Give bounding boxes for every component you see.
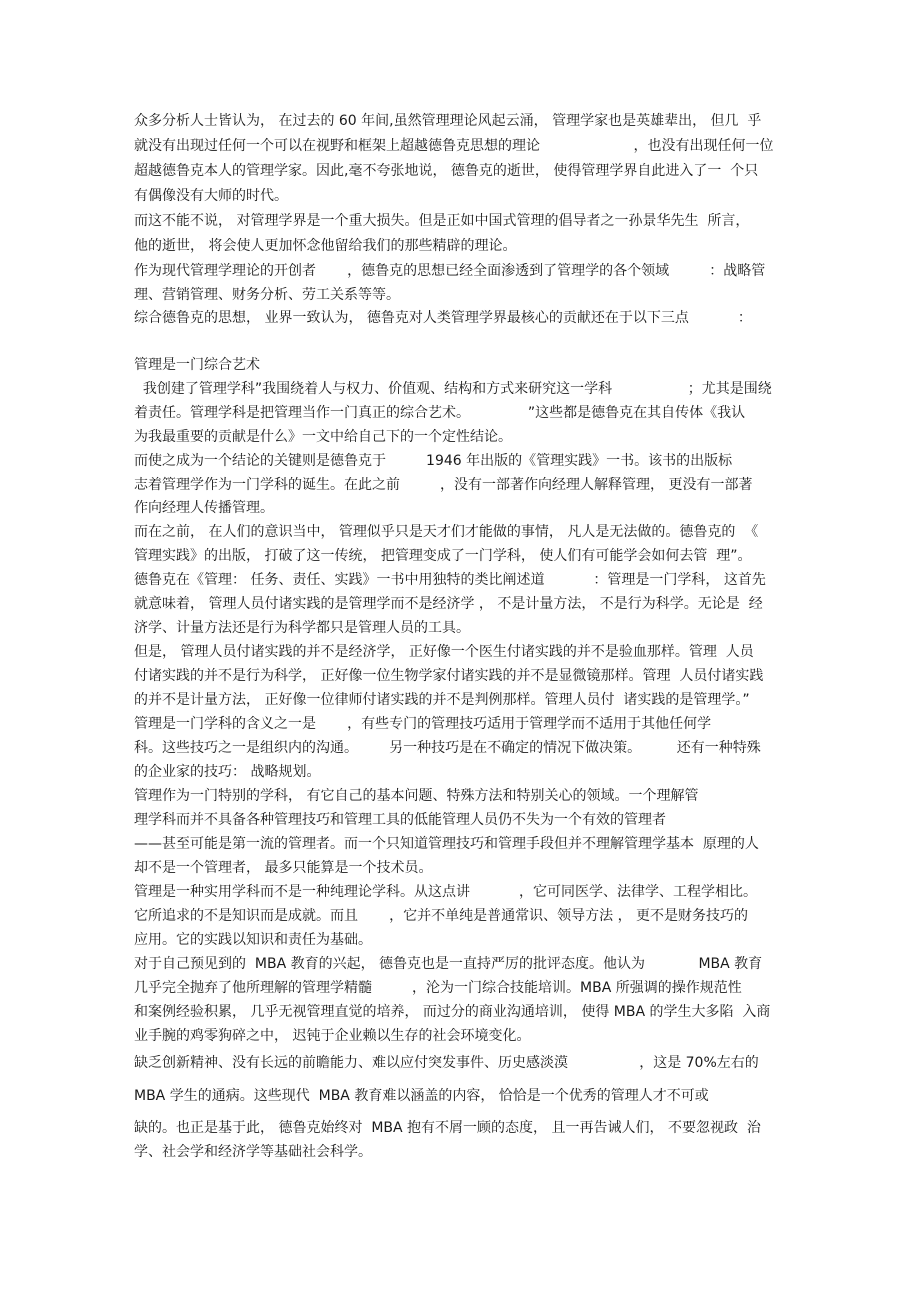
paragraph-line: 综合德鲁克的思想， 业界一致认为， 德鲁克对人类管理学界最核心的贡献还在于以下三点 ： xyxy=(134,310,752,326)
paragraph-line: 为我最重要的贡献是什么》一文中给自己下的一个定性结论。 xyxy=(134,429,512,445)
paragraph-line: 管理是一门学科的含义之一是 ，有些专门的管理技巧适用于管理学而不适用于其他任何学 xyxy=(134,716,712,732)
paragraph-line: 志着管理学作为一门学科的诞生。在此之前 ，没有一部著作向经理人解释管理， 更没有一部著 xyxy=(134,477,753,493)
paragraph-line: 作向经理人传播管理。 xyxy=(134,500,274,516)
paragraph-line: 和案例经验积累， 几乎无视管理直觉的培养， 而过分的商业沟通培训， 使得 MBA 的学生大多陷 入商 xyxy=(134,1004,771,1020)
paragraph-line: 而在之前， 在人们的意识当中， 管理似乎只是天才们才能做的事情， 凡人是无法做的。德鲁克的 《 xyxy=(134,524,759,540)
paragraph-line: 的企业家的技巧： 战略规划。 xyxy=(134,764,321,780)
paragraph-line: 作为现代管理学理论的开创者 ，德鲁克的思想已经全面渗透到了管理学的各个领域 ：战略管 xyxy=(134,263,766,279)
paragraph-line: 理学科而并不具备各种管理技巧和管理工具的低能管理人员仍不失为一个有效的管理者 xyxy=(134,812,666,828)
paragraph-line: 而这不能不说， 对管理学界是一个重大损失。但是正如中国式管理的倡导者之一孙景华先生 所言， xyxy=(134,213,750,229)
paragraph-line: 却不是一个管理者， 最多只能算是一个技术员。 xyxy=(134,860,433,876)
paragraph-line: 他的逝世， 将会使人更加怀念他留给我们的那些精辟的理论。 xyxy=(134,238,517,254)
paragraph-line: 几乎完全抛弃了他所理解的管理学精髓 ，沦为一门综合技能培训。MBA 所强调的操作规范性 xyxy=(134,980,742,996)
paragraph-line: 着责任。管理学科是把管理当作一门真正的综合艺术。 ”这些都是德鲁克在其自传体《我认 xyxy=(134,405,746,421)
paragraph-line: 学、社会学和经济学等基础社会科学。 xyxy=(134,1144,372,1160)
paragraph-line: 管理作为一门特别的学科， 有它自己的基本问题、特殊方法和特别关心的领域。一个理解管 xyxy=(134,788,699,804)
paragraph-line: 缺乏创新精神、没有长远的前瞻能力、难以应付突发事件、历史感淡漠 ，这是 70%左右的 xyxy=(134,1055,759,1071)
paragraph-line: 应用。它的实践以知识和责任为基础。 xyxy=(134,932,372,948)
paragraph-line: 管理是一种实用学科而不是一种纯理论学科。从这点讲 ，它可同医学、法律学、工程学相比。 xyxy=(134,884,757,900)
paragraph-line: 就意味着， 管理人员付诸实践的是管理学而不是经济学 ， 不是计量方法， 不是行为科学。无论是 经 xyxy=(134,596,763,612)
paragraph-line: 对于自己预见到的 MBA 教育的兴起， 德鲁克也是一直持严厉的批评态度。他认为 MBA 教育 xyxy=(134,956,763,972)
paragraph-line: 济学、计量方法还是行为科学都只是管理人员的工具。 xyxy=(134,620,470,636)
section-heading: 管理是一门综合艺术 xyxy=(134,357,260,373)
paragraph-line: 而使之成为一个结论的关键则是德鲁克于 1946 年出版的《管理实践》一书。该书的出版标 xyxy=(134,453,733,469)
paragraph-line: 理、营销管理、财务分析、劳工关系等等。 xyxy=(134,287,400,303)
paragraph-line: 众多分析人士皆认为， 在过去的 60 年间,虽然管理理论风起云涌， 管理学家也是英雄辈出， 但几 乎 xyxy=(134,113,762,129)
paragraph-line: 就没有出现过任何一个可以在视野和框架上超越德鲁克思想的理论 ，也没有出现任何一位 xyxy=(134,138,774,154)
paragraph-line: 缺的。也正是基于此， 德鲁克始终对 MBA 抱有不屑一顾的态度， 且一再告诫人们， 不要忽视政 治 xyxy=(134,1120,761,1136)
paragraph-line: MBA 学生的通病。这些现代 MBA 教育难以涵盖的内容， 恰恰是一个优秀的管理人才不可或 xyxy=(134,1088,709,1104)
paragraph-line: ——甚至可能是第一流的管理者。而一个只知道管理技巧和管理手段但并不理解管理学基本 原理的人 xyxy=(134,836,759,852)
paragraph-line: 付诸实践的并不是行为科学， 正好像一位生物学家付诸实践的并不是显微镜那样。管理 人员付诸实践 xyxy=(134,668,764,684)
paragraph-line: 它所追求的不是知识而是成就。而且 ，它并不单纯是普通常识、领导方法 ， 更不是财务技巧的 xyxy=(134,908,749,924)
paragraph-line: 管理实践》的出版， 打破了这一传统， 把管理变成了一门学科， 使人们有可能学会如何去管 理”。 xyxy=(134,548,752,564)
paragraph-line: 超越德鲁克本人的管理学家。因此,毫不夸张地说， 德鲁克的逝世， 使得管理学界自此进入了一 个只 xyxy=(134,163,759,179)
paragraph-line: 德鲁克在《管理： 任务、责任、实践》一书中用独特的类比阐述道 ：管理是一门学科， 这首先 xyxy=(134,572,766,588)
paragraph-line: 业手腕的鸡零狗碎之中， 迟钝于企业赖以生存的社会环境变化。 xyxy=(134,1028,531,1044)
paragraph-line: 的并不是计量方法， 正好像一位律师付诸实践的并不是判例那样。管理人员付 诸实践的是管理学。” xyxy=(134,692,750,708)
paragraph-line: 但是， 管理人员付诸实践的并不是经济学， 正好像一个医生付诸实践的并不是验血那样。管理 人员 xyxy=(134,644,754,660)
paragraph-line: 科。这些技巧之一是组织内的沟通。 另一种技巧是在不确定的情况下做决策。 还有一种特殊 xyxy=(134,740,761,756)
paragraph-line: 我创建了管理学科”我围绕着人与权力、价值观、结构和方式来研究这一学科 ；尤其是围绕 xyxy=(134,381,772,397)
paragraph-line: 有偶像没有大师的时代。 xyxy=(134,188,288,204)
